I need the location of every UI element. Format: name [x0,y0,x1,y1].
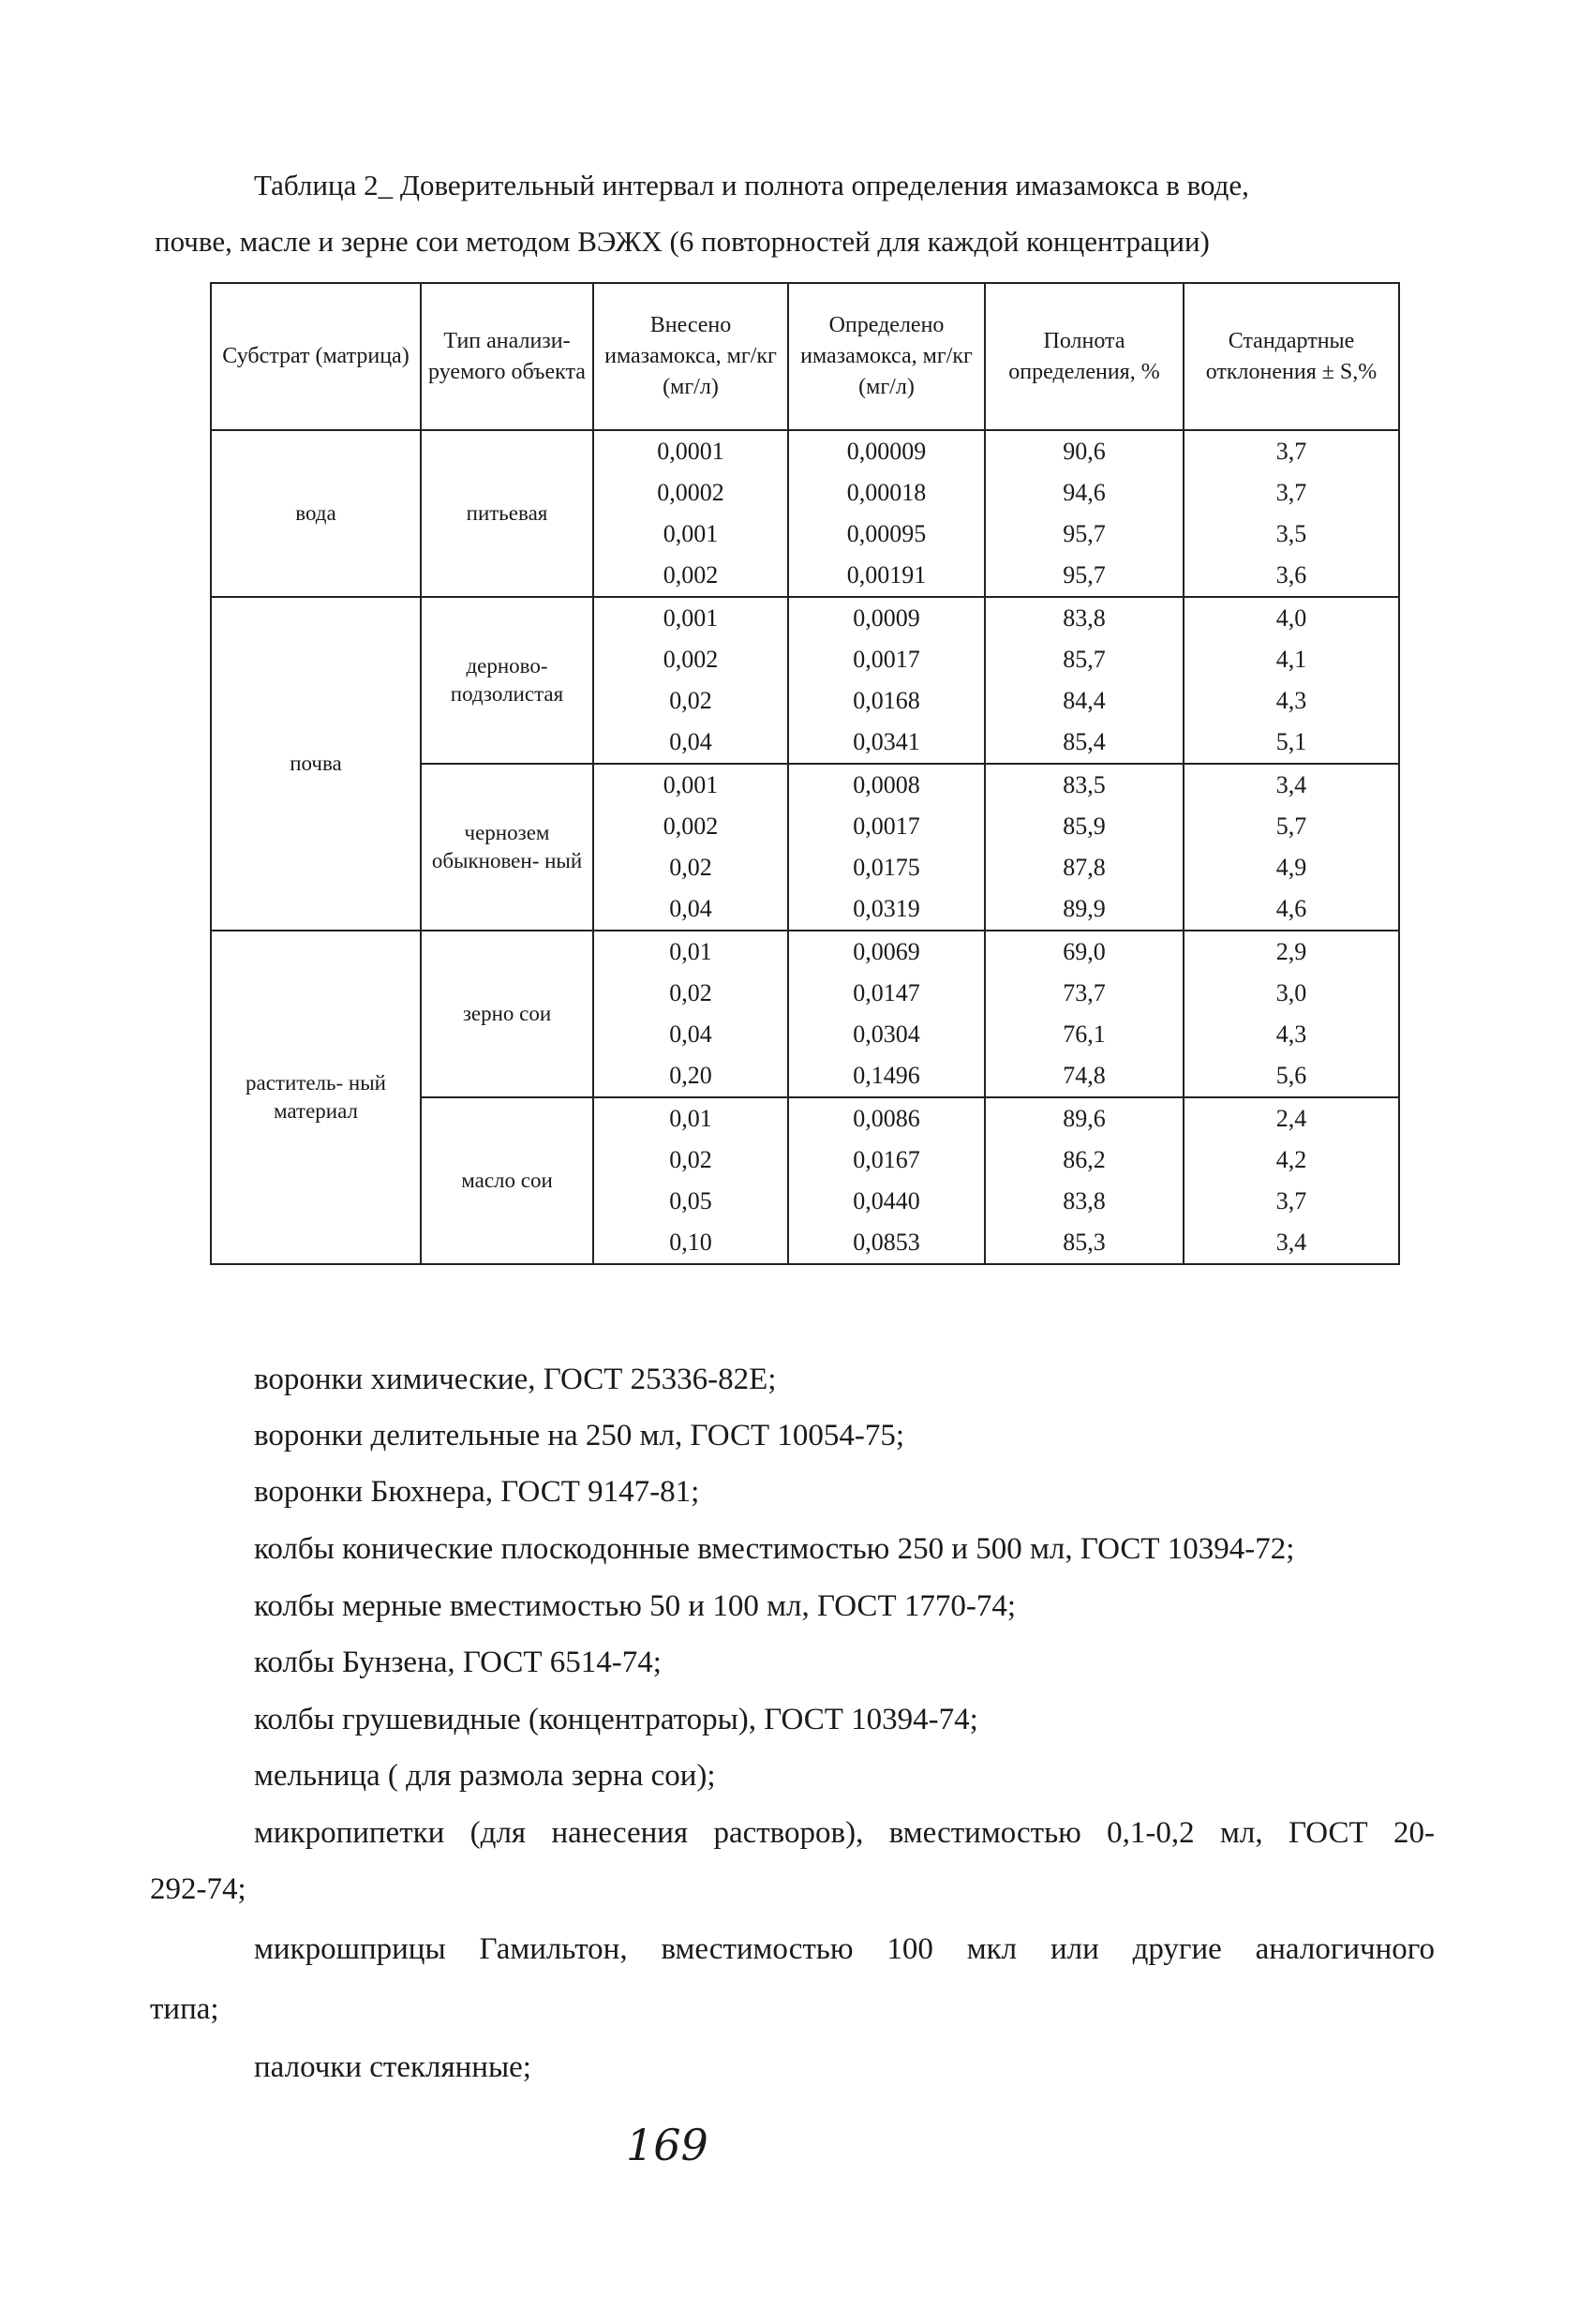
stdev-cell: 3,0 [1184,973,1399,1014]
object-type-cell: чернозем обыкновен- ный [421,764,593,931]
completeness-cell: 83,8 [985,1181,1184,1222]
header-substrate: Субстрат (матрица) [211,283,421,430]
added-cell: 0,04 [593,888,788,931]
stdev-cell: 4,0 [1184,597,1399,639]
determined-cell: 0,1496 [788,1055,985,1097]
completeness-cell: 90,6 [985,430,1184,472]
stdev-cell: 4,3 [1184,680,1399,722]
object-type-cell: масло сои [421,1097,593,1264]
completeness-cell: 89,6 [985,1097,1184,1140]
substrate-cell: раститель- ный материал [211,931,421,1264]
added-cell: 0,02 [593,680,788,722]
added-cell: 0,10 [593,1222,788,1264]
microsyringes-line-1: микрошприцы Гамильтон, вместимостью 100 мкл или другие аналогичного [254,1932,1435,1966]
added-cell: 0,02 [593,973,788,1014]
added-cell: 0,04 [593,1014,788,1055]
stdev-cell: 4,2 [1184,1140,1399,1181]
header-stdev: Стандартные отклонения ± S,% [1184,283,1399,430]
added-cell: 0,002 [593,555,788,597]
determined-cell: 0,0853 [788,1222,985,1264]
stdev-cell: 4,3 [1184,1014,1399,1055]
table-row [211,430,1399,472]
stdev-cell: 4,9 [1184,847,1399,888]
stdev-cell: 3,7 [1184,1181,1399,1222]
added-cell: 0,001 [593,514,788,555]
determined-cell: 0,00018 [788,472,985,514]
table-caption-line-2: почве, масле и зерне сои методом ВЭЖХ (6 повторностей для каждой концентрации) [155,225,1210,258]
completeness-cell: 85,3 [985,1222,1184,1264]
equipment-item: колбы Бунзена, ГОСТ 6514-74; [254,1646,662,1679]
determined-cell: 0,0168 [788,680,985,722]
determined-cell: 0,0304 [788,1014,985,1055]
stdev-cell: 2,4 [1184,1097,1399,1140]
completeness-cell: 69,0 [985,931,1184,973]
header-completeness: Полнота определения, % [985,283,1184,430]
completeness-cell: 83,8 [985,597,1184,639]
stdev-cell: 3,6 [1184,555,1399,597]
substrate-cell: почва [211,597,421,931]
equipment-item: воронки Бюхнера, ГОСТ 9147-81; [254,1475,700,1509]
completeness-cell: 74,8 [985,1055,1184,1097]
added-cell: 0,001 [593,764,788,806]
equipment-item: колбы конические плоскодонные вместимостью 250 и 500 мл, ГОСТ 10394-72; [254,1532,1295,1566]
microsyringes-line-2: типа; [150,1992,219,2026]
determined-cell: 0,0017 [788,806,985,847]
stdev-cell: 3,7 [1184,430,1399,472]
completeness-cell: 83,5 [985,764,1184,806]
added-cell: 0,0002 [593,472,788,514]
added-cell: 0,001 [593,597,788,639]
header-determined: Определено имазамокса, мг/кг (мг/л) [788,283,985,430]
recovery-table [210,282,1400,1265]
added-cell: 0,04 [593,722,788,764]
equipment-item: мельница ( для размола зерна сои); [254,1759,716,1793]
micropipettes-line-1: микропипетки (для нанесения растворов), вместимостью 0,1-0,2 мл, ГОСТ 20- [254,1816,1435,1850]
completeness-cell: 85,9 [985,806,1184,847]
stdev-cell: 3,7 [1184,472,1399,514]
added-cell: 0,0001 [593,430,788,472]
determined-cell: 0,0440 [788,1181,985,1222]
stdev-cell: 5,1 [1184,722,1399,764]
table-row [211,597,1399,639]
micropipettes-line-2: 292-74; [150,1872,246,1906]
completeness-cell: 76,1 [985,1014,1184,1055]
determined-cell: 0,0341 [788,722,985,764]
determined-cell: 0,00095 [788,514,985,555]
page-number: 169 [626,2120,708,2170]
added-cell: 0,05 [593,1181,788,1222]
completeness-cell: 95,7 [985,514,1184,555]
determined-cell: 0,0175 [788,847,985,888]
object-type-cell: зерно сои [421,931,593,1097]
table-header-row [211,283,1399,430]
determined-cell: 0,0009 [788,597,985,639]
added-cell: 0,002 [593,639,788,680]
determined-cell: 0,0147 [788,973,985,1014]
equipment-item: колбы мерные вместимостью 50 и 100 мл, ГОСТ 1770-74; [254,1589,1017,1623]
completeness-cell: 95,7 [985,555,1184,597]
added-cell: 0,01 [593,1097,788,1140]
stdev-cell: 3,4 [1184,764,1399,806]
added-cell: 0,01 [593,931,788,973]
table-caption-line-1: Таблица 2_ Доверительный интервал и полнота определения имазамокса в воде, [254,169,1249,201]
determined-cell: 0,00009 [788,430,985,472]
completeness-cell: 73,7 [985,973,1184,1014]
added-cell: 0,02 [593,847,788,888]
substrate-cell: вода [211,430,421,597]
completeness-cell: 87,8 [985,847,1184,888]
object-type-cell: дерново- подзолистая [421,597,593,764]
equipment-item: воронки делительные на 250 мл, ГОСТ 10054-75; [254,1419,905,1452]
stdev-cell: 3,5 [1184,514,1399,555]
completeness-cell: 86,2 [985,1140,1184,1181]
header-object-type: Тип анализи- руемого объекта [421,283,593,430]
equipment-item: воронки химические, ГОСТ 25336-82Е; [254,1363,777,1396]
header-added: Внесено имазамокса, мг/кг (мг/л) [593,283,788,430]
determined-cell: 0,0167 [788,1140,985,1181]
object-type-cell: питьевая [421,430,593,597]
completeness-cell: 94,6 [985,472,1184,514]
added-cell: 0,20 [593,1055,788,1097]
stdev-cell: 5,6 [1184,1055,1399,1097]
completeness-cell: 89,9 [985,888,1184,931]
determined-cell: 0,00191 [788,555,985,597]
equipment-item: колбы грушевидные (концентраторы), ГОСТ 10394-74; [254,1703,978,1736]
glass-rods-item: палочки стеклянные; [254,2050,531,2084]
determined-cell: 0,0008 [788,764,985,806]
added-cell: 0,002 [593,806,788,847]
completeness-cell: 84,4 [985,680,1184,722]
determined-cell: 0,0017 [788,639,985,680]
stdev-cell: 3,4 [1184,1222,1399,1264]
added-cell: 0,02 [593,1140,788,1181]
stdev-cell: 2,9 [1184,931,1399,973]
table-row [211,931,1399,973]
determined-cell: 0,0069 [788,931,985,973]
completeness-cell: 85,4 [985,722,1184,764]
determined-cell: 0,0086 [788,1097,985,1140]
stdev-cell: 4,6 [1184,888,1399,931]
determined-cell: 0,0319 [788,888,985,931]
stdev-cell: 5,7 [1184,806,1399,847]
completeness-cell: 85,7 [985,639,1184,680]
stdev-cell: 4,1 [1184,639,1399,680]
